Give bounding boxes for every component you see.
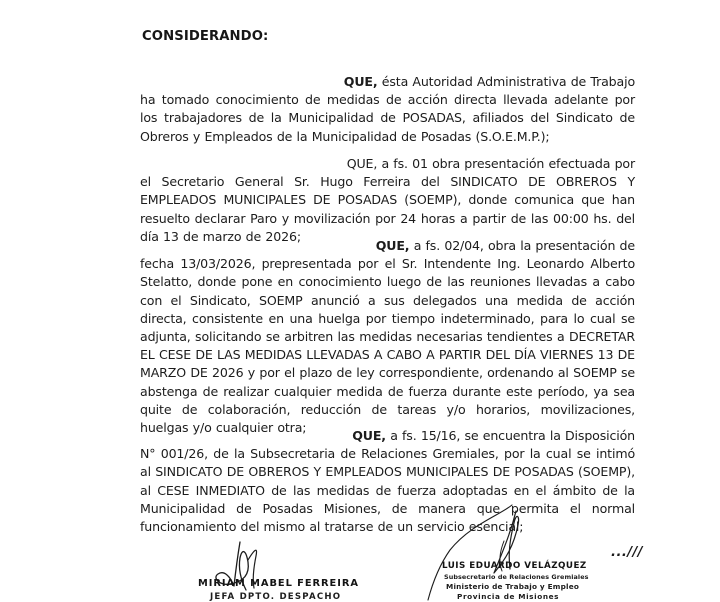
section-heading: CONSIDERANDO: <box>142 29 269 44</box>
stamp-title: JEFA DPTO. DESPACHO <box>210 592 342 602</box>
lead-text: a fs. 15/16, se encuentra la Disposición <box>385 428 635 443</box>
signature-block-left <box>190 540 390 600</box>
paragraph-body: fecha 13/03/2026, prepresentada por el Sr. Intendente Ing. Leonardo Alberto Stelatto, donde pone en conocimiento luego de las reuniones llevadas a cabo con el Sindicato, SOEMP anunció a sus delegados una medida de acción directa, consistente en una huelga por tiempo indeterminado, para lo cual se adjunta, solicitando se arbitren las medidas necesarias tendientes a DECRETAR EL CESE DE LAS MEDIDAS LLEVADAS A CABO A PARTIR DEL DÍA VIERNES 13 DE MARZO DE 2026 y por el plazo de ley correspondiente, ordenando al SOEMP se abstenga de realizar cualquier medida de fuerza durante este período, ya sea quite de colaboración, reducción de tareas y/o horarios, movilizaciones, huelgas y/o cualquier otra; <box>140 256 635 436</box>
que-keyword: QUE, <box>352 428 386 443</box>
considerando-paragraph-3 <box>140 237 635 437</box>
signature-block-right <box>420 505 620 600</box>
stamp-name: MIRIAM MABEL FERREIRA <box>198 578 359 589</box>
considerando-paragraph-2 <box>140 155 635 246</box>
stamp-province: Provincia de Misiones <box>457 592 560 601</box>
que-keyword: QUE, <box>375 238 410 253</box>
paragraph-lead <box>140 427 635 445</box>
paragraph-body: N° 001/26, de la Subsecretaria de Relaciones Gremiales, por la cual se intimó al SINDICATO DE OBREROS Y EMPLEADOS MUNICIPALES DE POSADAS (SOEMP), al CESE INMEDIATO de las medidas de fuerza adoptadas en el ámbito de la Municipalidad de Posadas Misiones, de manera que permita el normal funcionamiento del mismo al tratarse de un servicio esencial; <box>140 446 635 535</box>
paragraph-body: ha tomado conocimiento de medidas de acción directa llevada adelante por los trabajadores de la Municipalidad de POSADAS, afiliados del Sindicato de Obreros y Empleados de la Municipalidad de Posadas (S.O.E.M.P.); <box>140 92 635 144</box>
lead-text: ésta Autoridad Administrativa de Trabajo <box>377 74 635 89</box>
stamp-ministry: Ministerio de Trabajo y Empleo <box>446 582 580 591</box>
handwritten-signature-left <box>190 540 390 600</box>
considerando-paragraph-1 <box>140 73 635 146</box>
que-keyword: QUE, <box>343 74 378 89</box>
stamp-office: Subsecretario de Relaciones Gremiales <box>444 573 589 581</box>
paragraph-lead <box>140 237 635 255</box>
continuation-mark: .../// <box>611 545 644 560</box>
lead-text: a fs. 02/04, obra la presentación de <box>409 238 635 253</box>
paragraph-lead <box>140 73 635 91</box>
paragraph-lead <box>140 155 635 173</box>
stamp-name: LUIS EDUARDO VELÁZQUEZ <box>442 560 587 571</box>
paragraph-body: el Secretario General Sr. Hugo Ferreira del SINDICATO DE OBREROS Y EMPLEADOS MUNICIPALES DE POSADAS (SOEMP), donde comunica que han resuelto declarar Paro y movilización por 24 horas a partir de las 00:00 hs. del día 13 de marzo de 2026; <box>140 174 635 244</box>
lead-text: QUE, a fs. 01 obra presentación efectuada por <box>346 156 635 171</box>
